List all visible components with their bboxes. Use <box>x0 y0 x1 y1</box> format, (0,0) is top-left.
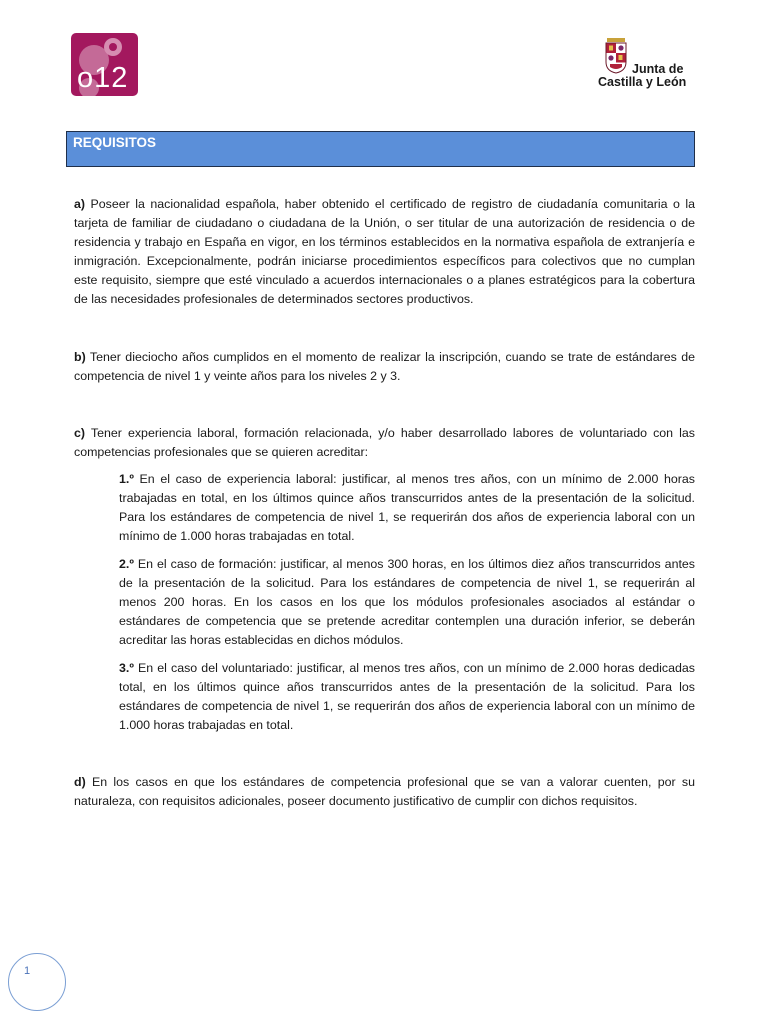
requirement-b-text: Tener dieciocho años cumplidos en el momento de realizar la inscripción, cuando se trate de estándares de competencia de nivel 1 y veinte años para los niveles 2 y 3. <box>74 350 695 383</box>
requirement-c-item-3-label: 3.º <box>119 661 134 675</box>
logo-text-junta-de: Junta de <box>632 62 684 76</box>
requirement-c-item-1 <box>119 470 695 546</box>
requirement-c-text: Tener experiencia laboral, formación relacionada, y/o haber desarrollado labores de voluntariado con las competencias profesionales que se quieren acreditar: <box>74 426 695 459</box>
requirement-b-label: b) <box>74 350 86 364</box>
page-number: 1 <box>24 965 31 977</box>
requirement-c-item-3-text: En el caso del voluntariado: justificar, al menos tres años, con un mínimo de 2.000 horas dedicadas total, en los últimos quince años transcurridos antes de la presentación de la solicitud. Para los estándares de competencia de nivel 1, se requerirán dos años de experiencia laboral con un mínimo de 1.000 horas trabajadas en total. <box>119 661 695 732</box>
requirement-c <box>74 424 695 462</box>
requirement-a-label: a) <box>74 197 86 211</box>
requirement-c-label: c) <box>74 426 86 440</box>
requirement-b <box>74 348 695 386</box>
page-number-badge <box>8 953 66 1011</box>
logo-012 <box>71 33 138 96</box>
logo-012-text: o12 <box>77 62 129 94</box>
requirement-d-text: En los casos en que los estándares de competencia profesional que se van a valorar cuenten, por su naturaleza, con requisitos adicionales, poseer documento justificativo de cumplir con dichos requisitos. <box>74 775 695 808</box>
requirement-d <box>74 773 695 811</box>
section-title: REQUISITOS <box>73 135 157 150</box>
requirement-c-item-2-text: En el caso de formación: justificar, al menos 300 horas, en los últimos diez años transcurridos antes de la presentación de la solicitud. Para los estándares de competencia de nivel 1, se requerirán al menos 200 horas. En los casos en los que los módulos profesionales asociados al estándar o estándares de competencia que se pretende acreditar contemplen una duración inferior, se deberán acreditar las horas establecidas en dichos módulos. <box>119 557 695 647</box>
requirement-c-item-3 <box>119 659 695 735</box>
requirement-a-text: Poseer la nacionalidad española, haber obtenido el certificado de registro de ciudadanía comunitaria o la tarjeta de familiar de ciudadano o ciudadana de la Unión, o ser titular de una autorización de residencia o de residencia y trabajo en España en vigor, en los términos establecidos en la normativa española de extranjería e inmigración. Excepcionalmente, podrán iniciarse procedimientos específicos para colectivos que no cumplan este requisito, siempre que esté vinculado a acuerdos internacionales o a planes estratégicos para la cobertura de las necesidades profesionales de determinados sectores productivos. <box>74 197 695 306</box>
requirement-d-label: d) <box>74 775 86 789</box>
requirement-c-item-2-label: 2.º <box>119 557 134 571</box>
logo-text-castilla-y-leon: Castilla y León <box>598 75 687 89</box>
section-header <box>66 131 695 167</box>
requirement-a <box>74 195 695 309</box>
requirement-c-item-1-text: En el caso de experiencia laboral: justificar, al menos tres años, con un mínimo de 2.000 horas trabajadas en total, en los últimos quince años transcurridos antes de la presentación de la solicitud. Para los estándares de competencia de nivel 1, se requerirán dos años de experiencia laboral con un mínimo de 1.000 horas trabajadas en total. <box>119 472 695 543</box>
logo-junta-castilla-leon <box>597 36 697 92</box>
requirement-c-item-1-label: 1.º <box>119 472 134 486</box>
requirement-c-item-2 <box>119 555 695 650</box>
coat-of-arms-icon <box>603 36 629 74</box>
